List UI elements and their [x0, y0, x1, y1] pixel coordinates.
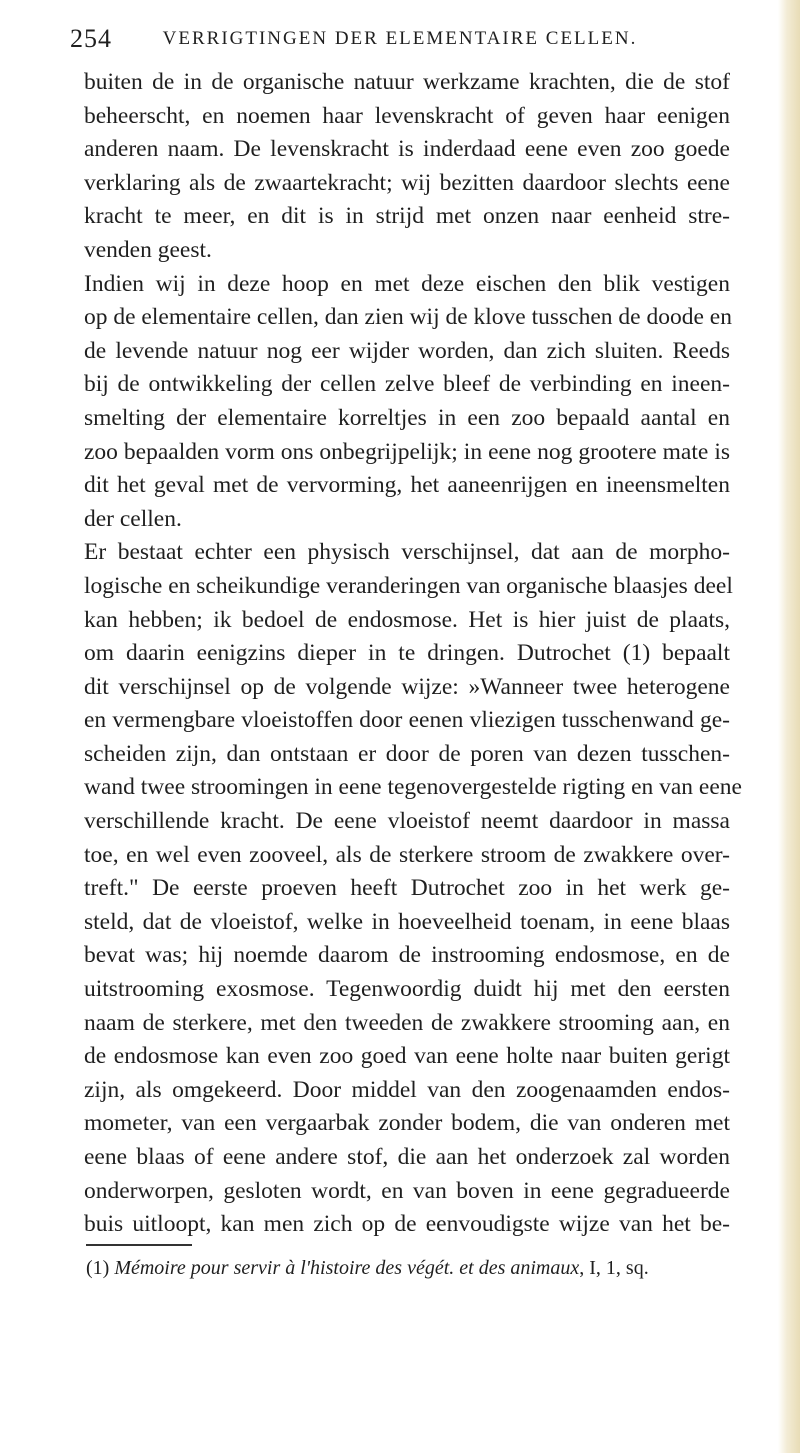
- text-line: treft." De eerste proeven heeft Dutrochet zoo in het werk ge-: [84, 875, 730, 902]
- text-line: de levende natuur nog eer wijder worden, dan zich sluiten. Reeds: [84, 337, 730, 364]
- text-line: logische en scheikundige veranderingen van organische blaasjes deel: [84, 572, 733, 599]
- text-line: der cellen.: [84, 505, 182, 532]
- text-line: bevat was; hij noemde daarom de instrooming endosmose, en de: [84, 942, 730, 969]
- footnote-rule: [86, 1244, 192, 1246]
- footnote-marker: (1): [86, 1257, 110, 1279]
- text-line: steld, dat de vloeistof, welke in hoeveelheid toenam, in eene blaas: [84, 908, 730, 935]
- page-edge: [778, 0, 800, 1453]
- text-line: op de elementaire cellen, dan zien wij de klove tusschen de doode en: [84, 304, 732, 331]
- running-head: VERRIGTINGEN DER ELEMENTAIRE CELLEN.: [162, 28, 638, 49]
- text-line: Er bestaat echter een physisch verschijnsel, dat aan de morpho-: [84, 539, 730, 566]
- text-line: toe, en wel even zooveel, als de sterkere stroom de zwakkere over-: [84, 841, 730, 868]
- footnote-reference: , I, 1, sq.: [579, 1257, 649, 1279]
- text-line: verschillende kracht. De eene vloeistof neemt daardoor in massa: [84, 808, 730, 835]
- text-line: anderen naam. De levenskracht is inderdaad eene even zoo goede: [84, 136, 730, 163]
- text-line: verklaring als de zwaartekracht; wij bezitten daardoor slechts eene: [84, 169, 730, 196]
- text-line: wand twee stroomingen in eene tegenovergestelde rigting en van eene: [84, 774, 742, 801]
- text-line: Indien wij in deze hoop en met deze eischen den blik vestigen: [84, 270, 730, 297]
- text-line: beheerscht, en noemen haar levenskracht of geven haar eenigen: [84, 102, 730, 129]
- text-line: kan hebben; ik bedoel de endosmose. Het is hier juist de plaats,: [84, 606, 730, 633]
- text-line: buis uitloopt, kan men zich op de eenvoudigste wijze van het be-: [84, 1211, 730, 1238]
- text-line: zoo bepaalden vorm ons onbegrijpelijk; in eene nog grootere mate is: [84, 438, 730, 465]
- text-line: kracht te meer, en dit is in strijd met onzen naar eenheid stre-: [84, 203, 730, 230]
- text-line: smelting der elementaire korreltjes in een zoo bepaald aantal en: [84, 404, 730, 431]
- footnote-title: Mémoire pour servir à l'histoire des végét. et des animaux: [114, 1257, 580, 1279]
- text-line: mometer, van een vergaarbak zonder bodem, die van onderen met: [84, 1110, 730, 1137]
- text-line: en vermengbare vloeistoffen door eenen vliezigen tusschenwand ge-: [84, 707, 730, 734]
- page-header: [70, 24, 730, 60]
- text-line: naam de sterkere, met den tweeden de zwakkere strooming aan, en: [84, 1009, 730, 1036]
- text-line: bij de ontwikkeling der cellen zelve bleef de verbinding en ineen-: [84, 371, 730, 398]
- body-text: [84, 66, 742, 1242]
- footnote: [86, 1257, 730, 1280]
- text-line: buiten de in de organische natuur werkzame krachten, die de stof: [84, 69, 730, 95]
- text-line: de endosmose kan even zoo goed van eene holte naar buiten gerigt: [84, 1043, 730, 1070]
- page-number: 254: [70, 24, 112, 53]
- text-line: zijn, als omgekeerd. Door middel van den zoogenaamden endos-: [84, 1076, 730, 1103]
- text-line: dit het geval met de vervorming, het aaneenrijgen en ineensmelten: [84, 472, 730, 499]
- text-line: onderworpen, gesloten wordt, en van boven in eene gegradueerde: [84, 1177, 730, 1204]
- text-line: scheiden zijn, dan ontstaan er door de poren van dezen tusschen-: [84, 740, 730, 767]
- text-line: om daarin eenigzins dieper in te dringen. Dutrochet (1) bepaalt: [84, 640, 730, 667]
- text-line: eene blaas of eene andere stof, die aan het onderzoek zal worden: [84, 1144, 730, 1170]
- text-line: dit verschijnsel op de volgende wijze: »Wanneer twee heterogene: [84, 673, 730, 700]
- text-line: uitstrooming exosmose. Tegenwoordig duidt hij met den eersten: [84, 976, 730, 1003]
- text-line: venden geest.: [84, 236, 212, 263]
